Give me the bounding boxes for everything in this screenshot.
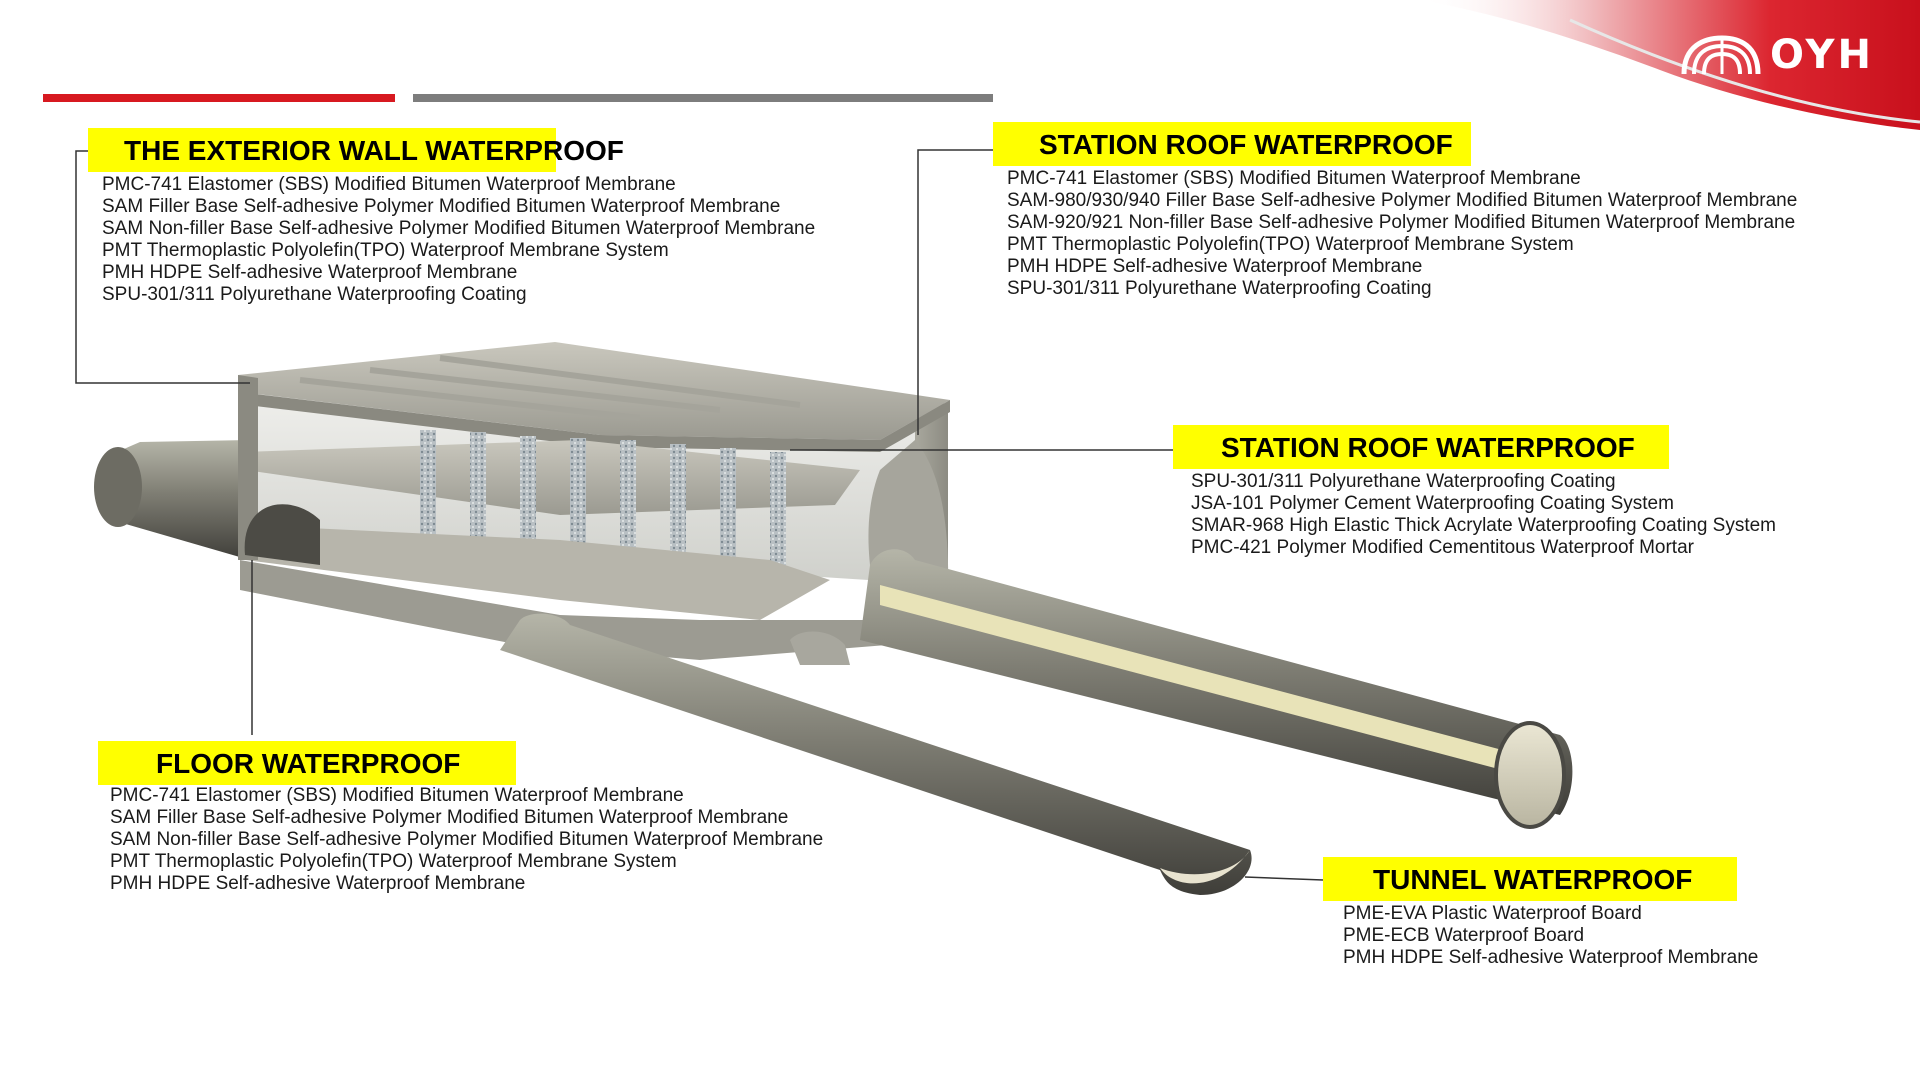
list-item: PME-EVA Plastic Waterproof Board	[1343, 903, 1642, 924]
callout-station-roof-2-title: STATION ROOF WATERPROOF	[1173, 425, 1669, 469]
callout-station-roof-2-list	[1191, 471, 1776, 559]
list-item: PME-ECB Waterproof Board	[1343, 925, 1585, 946]
callout-floor-title: FLOOR WATERPROOF	[98, 741, 516, 785]
list-item: PMT Thermoplastic Polyolefin(TPO) Waterproof Membrane System	[110, 851, 677, 872]
callout-station-roof-2	[1173, 425, 1776, 559]
list-item: PMC-741 Elastomer (SBS) Modified Bitumen Waterproof Membrane	[102, 174, 676, 195]
list-item: JSA-101 Polymer Cement Waterproofing Coating System	[1191, 493, 1674, 514]
callout-exterior-wall-list	[102, 174, 815, 306]
callout-floor-list	[110, 785, 823, 895]
callout-tunnel-title: TUNNEL WATERPROOF	[1323, 857, 1737, 901]
list-item: SPU-301/311 Polyurethane Waterproofing Coating	[1191, 471, 1616, 492]
callout-floor	[98, 741, 823, 895]
leader-line-roof-1	[918, 150, 993, 435]
list-item: SAM-920/921 Non-filler Base Self-adhesive Polymer Modified Bitumen Waterproof Membrane	[1007, 212, 1796, 233]
list-item: PMH HDPE Self-adhesive Waterproof Membrane	[1343, 947, 1759, 968]
callout-tunnel-list	[1343, 903, 1758, 969]
station-structure	[238, 342, 950, 660]
list-item: PMC-421 Polymer Modified Cementitous Waterproof Mortar	[1191, 537, 1694, 558]
list-item: SAM Filler Base Self-adhesive Polymer Modified Bitumen Waterproof Membrane	[110, 807, 789, 828]
callout-exterior-wall-title: THE EXTERIOR WALL WATERPROOF	[88, 128, 556, 172]
logo-text: OYH	[1769, 32, 1874, 78]
callout-tunnel	[1323, 857, 1758, 969]
list-item: PMH HDPE Self-adhesive Waterproof Membrane	[102, 262, 518, 283]
list-item: SPU-301/311 Polyurethane Waterproofing Coating	[102, 284, 527, 305]
list-item: PMC-741 Elastomer (SBS) Modified Bitumen Waterproof Membrane	[1007, 168, 1581, 189]
list-item: SAM Non-filler Base Self-adhesive Polymer Modified Bitumen Waterproof Membrane	[110, 829, 824, 850]
list-item: SAM-980/930/940 Filler Base Self-adhesive Polymer Modified Bitumen Waterproof Membrane	[1007, 190, 1798, 211]
callout-station-roof-1-list	[1007, 168, 1797, 300]
list-item: PMT Thermoplastic Polyolefin(TPO) Waterproof Membrane System	[1007, 234, 1574, 255]
list-item: SPU-301/311 Polyurethane Waterproofing Coating	[1007, 278, 1432, 299]
list-item: SAM Non-filler Base Self-adhesive Polymer Modified Bitumen Waterproof Membrane	[102, 218, 816, 239]
list-item: PMT Thermoplastic Polyolefin(TPO) Waterproof Membrane System	[102, 240, 669, 261]
list-item: PMH HDPE Self-adhesive Waterproof Membrane	[110, 873, 526, 894]
list-item: SMAR-968 High Elastic Thick Acrylate Waterproofing Coating System	[1191, 515, 1777, 536]
callout-station-roof-1	[993, 122, 1797, 300]
callout-station-roof-1-title: STATION ROOF WATERPROOF	[993, 122, 1471, 166]
list-item: PMC-741 Elastomer (SBS) Modified Bitumen Waterproof Membrane	[110, 785, 684, 806]
leader-line-tunnel	[1245, 877, 1323, 880]
list-item: PMH HDPE Self-adhesive Waterproof Membrane	[1007, 256, 1423, 277]
left-tunnel-tube	[94, 440, 250, 560]
list-item: SAM Filler Base Self-adhesive Polymer Modified Bitumen Waterproof Membrane	[102, 196, 781, 217]
callout-exterior-wall	[88, 128, 815, 306]
